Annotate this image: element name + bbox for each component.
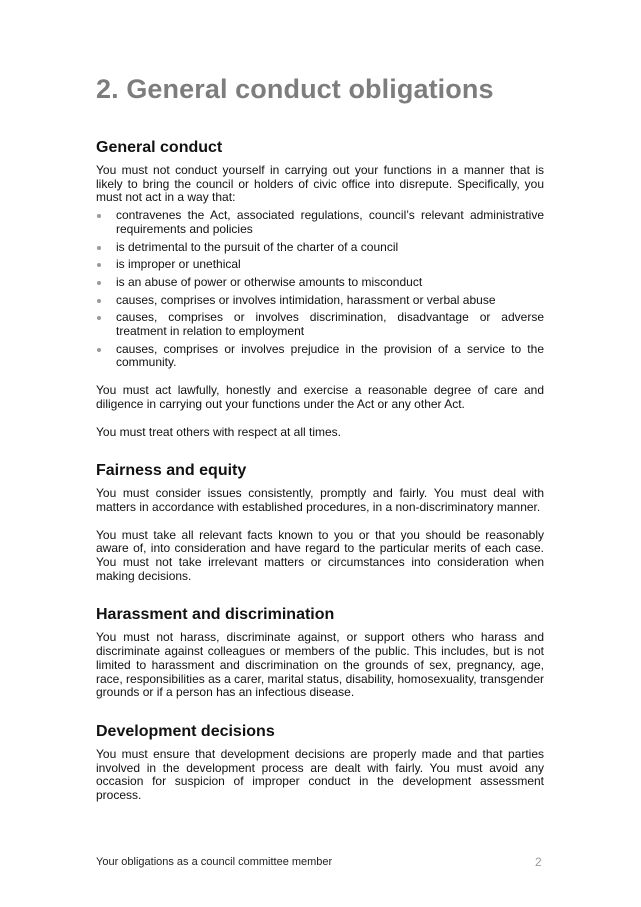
section-heading: General conduct (96, 139, 223, 156)
paragraph: You must not conduct yourself in carrying out your functions in a manner that is likely to bring the council or holders of civic office into disrepute. Specifically, you must not act in a way that: (96, 163, 544, 205)
section-development-decisions (96, 722, 544, 803)
paragraph: You must take all relevant facts known to you or that you should be reasonably aware of, into consideration and have regard to the particular merits of each case. You must not take irrelevant matters or circumstances into consideration when making decisions. (96, 527, 544, 583)
list-item-text: causes, comprises or involves intimidation, harassment or verbal abuse (116, 292, 496, 307)
footer-text: Your obligations as a council committee member (96, 856, 333, 868)
list-item (96, 276, 544, 290)
section-heading: Harassment and discrimination (96, 606, 335, 624)
document-body (96, 138, 544, 825)
section-general-conduct (96, 138, 544, 439)
paragraph: You must not harass, discriminate against, or support others who harass and discriminate against colleagues or members of the public. This includes, but is not limited to harassment and discrimination on the grounds of sex, pregnancy, age, race, responsibilities as a carer, marital status, disability, homosexuality, transgender grounds or if a person has an infectious disease. (96, 630, 544, 700)
list-item (96, 311, 544, 338)
bullet-icon (97, 263, 101, 267)
page-number: 2 (535, 855, 542, 869)
section-harassment-and-discrimination (96, 605, 544, 700)
section-heading: Development decisions (96, 722, 275, 740)
bullet-icon (97, 214, 101, 218)
list-item-text: is improper or unethical (116, 257, 241, 272)
section-fairness-and-equity (96, 461, 544, 583)
list-item-text: contravenes the Act, associated regulations, council’s relevant administrative requirements and policies (116, 208, 544, 236)
bullet-icon (97, 316, 101, 320)
bullet-icon (97, 299, 101, 303)
paragraph: You must act lawfully, honestly and exercise a reasonable degree of care and diligence in carrying out your functions under the Act or any other Act. (96, 383, 544, 411)
bullet-list (96, 209, 544, 370)
bullet-icon (97, 281, 101, 285)
section-heading: Fairness and equity (96, 462, 247, 480)
list-item (96, 258, 544, 272)
paragraph: You must ensure that development decisions are properly made and that parties involved in the development process are dealt with fairly. You must avoid any occasion for suspicion of improper conduct in the development assessment process. (96, 746, 544, 803)
list-item-text: causes, comprises or involves prejudice in the provision of a service to the community. (116, 341, 544, 370)
bullet-icon (97, 348, 101, 352)
list-item (96, 343, 544, 370)
page-title: 2. General conduct obligations (96, 74, 494, 104)
paragraph: You must treat others with respect at all times. (96, 424, 341, 439)
list-item (96, 209, 544, 236)
list-item-text: is detrimental to the pursuit of the charter of a council (116, 239, 399, 254)
list-item-text: is an abuse of power or otherwise amounts to misconduct (116, 274, 423, 289)
paragraph: You must consider issues consistently, promptly and fairly. You must deal with matters in accordance with established procedures, in a non-discriminatory manner. (96, 486, 544, 514)
bullet-icon (97, 246, 101, 250)
list-item (96, 241, 544, 255)
list-item (96, 294, 544, 308)
list-item-text: causes, comprises or involves discrimination, disadvantage or adverse treatment in relation to employment (116, 310, 544, 339)
